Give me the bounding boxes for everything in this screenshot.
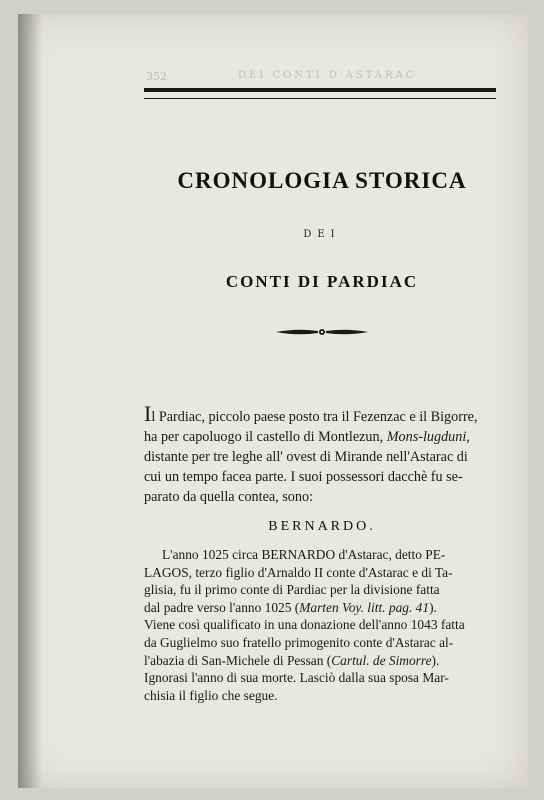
text-line: L'anno 1025 circa BERNARDO d'Astarac, detto PE- — [162, 547, 446, 562]
section-heading: BERNARDO. — [268, 519, 376, 534]
text-line: glisia, fu il primo conte di Pardiac per la divisione fatta — [144, 582, 440, 598]
text-line: parato da quella contea, sono: — [144, 489, 314, 505]
binding-shadow — [18, 14, 42, 788]
citation-italic: Cartul. de Simorre — [331, 652, 432, 668]
page-title: CRONOLOGIA STORICA — [177, 168, 467, 193]
body-paragraph — [144, 546, 500, 704]
running-title: DEI CONTI D'ASTARAC — [238, 70, 417, 81]
title-connector: DEI — [303, 229, 341, 240]
text-line: LAGOS, terzo figlio d'Arnaldo II conte d'Astarac e di Ta- — [144, 564, 453, 580]
text-line: ha per capoluogo il castello di Montlezun, Mons-lugduni, — [144, 429, 470, 445]
ornament-divider-icon — [274, 325, 370, 339]
text-line: l'abazia di San-Michele di Pessan (Cartul. de Simorre). — [144, 652, 440, 668]
drop-cap: I — [144, 401, 152, 426]
text-line: distante per tre leghe all' ovest di Mirande nell'Astarac di — [144, 449, 468, 465]
citation-italic: Mons-lugduni, — [386, 429, 470, 445]
text-line: Viene così qualificato in una donazione dell'anno 1043 fatta — [144, 617, 465, 633]
page-subtitle: CONTI DI PARDIAC — [225, 272, 419, 291]
text-line: chisia il figlio che segue. — [144, 687, 278, 703]
text-line: cui un tempo facea parte. I suoi possessori dacchè fu se- — [144, 469, 463, 485]
citation-italic: Marten Voy. litt. pag. 41 — [299, 599, 430, 615]
text-line: da Guglielmo suo fratello primogenito conte d'Astarac al- — [144, 634, 454, 650]
book-page — [18, 14, 528, 788]
intro-paragraph — [144, 401, 500, 507]
text-line: Ignorasi l'anno di sua morte. Lasciò dalla sua sposa Mar- — [144, 670, 449, 686]
top-rule — [144, 88, 496, 99]
text-line: dal padre verso l'anno 1025 (Marten Voy. litt. pag. 41). — [144, 599, 437, 615]
text-line: Il Pardiac, piccolo paese posto tra il Fezenzac e il Bigorre, — [144, 401, 478, 426]
page-number: 352 — [146, 70, 167, 83]
